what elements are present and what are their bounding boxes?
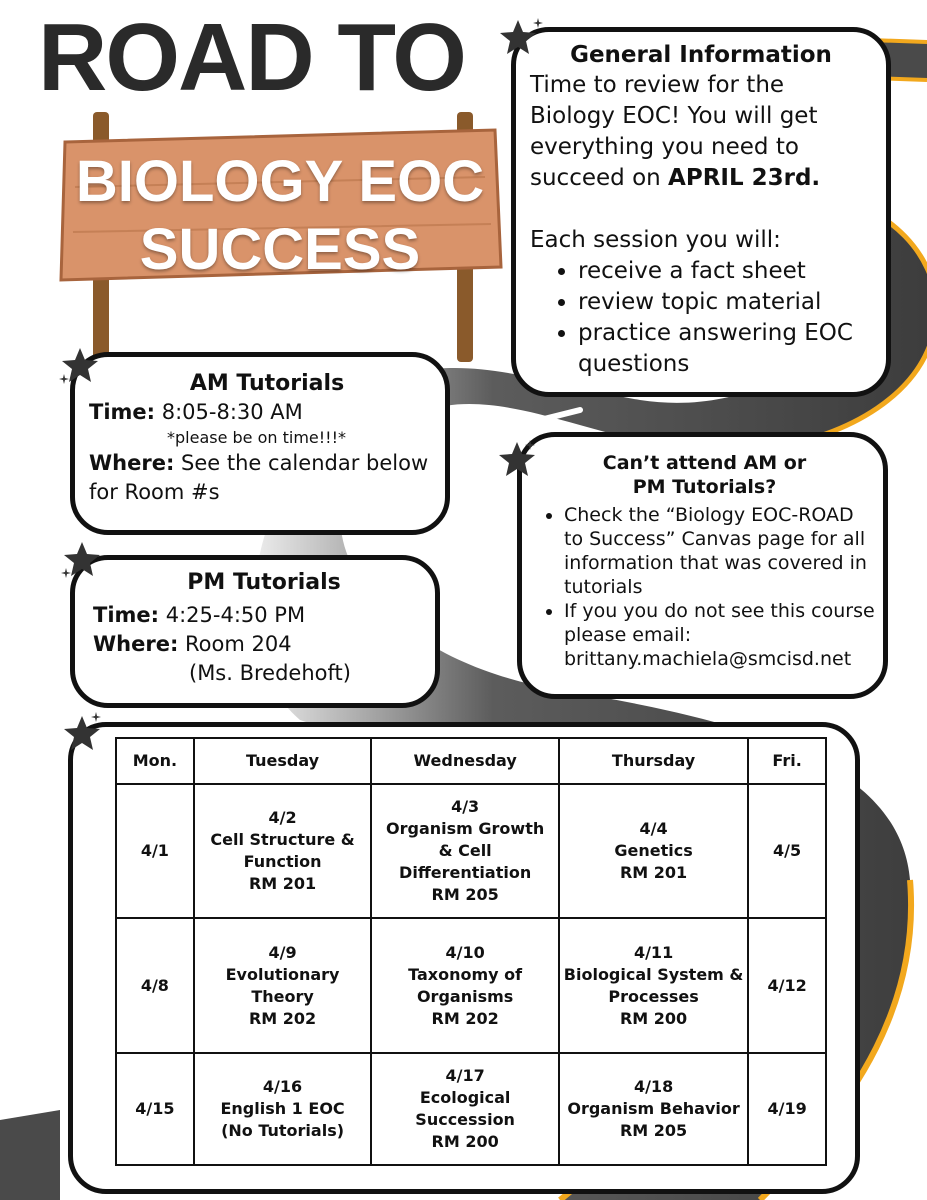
cell-text-line: 4/5 bbox=[773, 841, 802, 860]
eoc-date: APRIL 23rd. bbox=[668, 165, 821, 191]
cell-text-line: 4/12 bbox=[767, 975, 807, 995]
cant-attend-heading: Can’t attend AM or PM Tutorials? bbox=[602, 452, 807, 498]
table-cell bbox=[371, 1053, 559, 1165]
cell-text-line: 4/18 bbox=[633, 1077, 674, 1096]
cell-text-line: 4/17 bbox=[445, 1066, 485, 1085]
table-row bbox=[116, 918, 826, 1053]
cell-text-line: 4/2 bbox=[268, 808, 297, 827]
cell-text-line: English 1 EOC bbox=[220, 1099, 345, 1118]
wooden-sign bbox=[55, 112, 505, 362]
list-item: • Check the “Biology EOC-ROAD to Success” Canvas page for all information that was covered in tutorials bbox=[564, 503, 875, 599]
star-icon bbox=[58, 538, 106, 586]
list-item: • If you you do not see this course please email: brittany.machiela@smcisd.net bbox=[564, 599, 875, 671]
am-note: *please be on time!!!* bbox=[167, 428, 347, 447]
am-time: Time: 8:05-8:30 AM bbox=[89, 400, 303, 424]
list-item: • receive a fact sheet bbox=[578, 256, 872, 287]
cell-text-line: RM 202 bbox=[248, 1008, 317, 1028]
cell-text-line: RM 205 bbox=[619, 1121, 688, 1140]
cell-text-line: Taxonomy of bbox=[408, 964, 523, 984]
table-cell bbox=[748, 1053, 826, 1165]
pm-where: Where: Room 204 bbox=[93, 632, 292, 656]
table-row bbox=[116, 784, 826, 918]
schedule-table bbox=[115, 737, 827, 1166]
am-where: Where: See the calendar below for Room #s bbox=[89, 451, 429, 504]
table-cell bbox=[194, 1053, 372, 1165]
star-icon bbox=[58, 346, 106, 390]
cant-attend-box bbox=[517, 432, 888, 699]
cell-text-line: Evolutionary bbox=[225, 964, 340, 984]
cell-text-line: Theory bbox=[251, 986, 314, 1006]
table-cell bbox=[371, 918, 559, 1053]
am-tutorials-box bbox=[70, 352, 450, 535]
table-cell bbox=[371, 784, 559, 918]
cell-text-line: (No Tutorials) bbox=[221, 1121, 345, 1140]
cell-text-line: 4/11 bbox=[633, 942, 674, 962]
sign-line-2: SUCCESS bbox=[139, 217, 421, 282]
star-icon bbox=[60, 710, 108, 758]
star-icon bbox=[498, 16, 546, 60]
list-item: • review topic material bbox=[578, 287, 872, 318]
cell-text-line: Organism Behavior bbox=[567, 1099, 740, 1118]
cell-text-line: RM 201 bbox=[619, 863, 688, 882]
cell-text-line: Ecological bbox=[419, 1088, 511, 1107]
cell-text-line: 4/4 bbox=[639, 819, 668, 838]
table-cell bbox=[116, 1053, 194, 1165]
column-header: Fri. bbox=[748, 738, 826, 784]
cell-text-line: Differentiation bbox=[399, 863, 532, 882]
cell-text-line: Function bbox=[243, 852, 322, 871]
table-cell bbox=[748, 784, 826, 918]
general-information-box bbox=[511, 27, 891, 397]
cell-text-line: RM 200 bbox=[431, 1132, 499, 1151]
column-header: Thursday bbox=[559, 738, 748, 784]
pm-tutorials-box bbox=[70, 555, 440, 708]
cell-text-line: Organisms bbox=[416, 986, 514, 1006]
table-cell bbox=[116, 784, 194, 918]
session-intro: Each session you will: bbox=[530, 227, 781, 253]
pm-tutorials-heading: PM Tutorials bbox=[187, 570, 341, 595]
table-cell bbox=[194, 918, 372, 1053]
pm-teacher: (Ms. Bredehoft) bbox=[189, 661, 351, 685]
column-header: Tuesday bbox=[194, 738, 372, 784]
cell-text-line: 4/1 bbox=[140, 841, 169, 860]
table-row bbox=[116, 1053, 826, 1165]
table-cell bbox=[559, 784, 748, 918]
cell-text-line: 4/8 bbox=[140, 975, 169, 995]
table-cell bbox=[116, 918, 194, 1053]
am-tutorials-heading: AM Tutorials bbox=[189, 371, 345, 396]
sign-line-1: BIOLOGY EOC bbox=[75, 149, 485, 214]
cell-text-line: Organism Growth bbox=[386, 819, 545, 838]
star-icon bbox=[497, 438, 545, 482]
table-cell bbox=[748, 918, 826, 1053]
cell-text-line: 4/10 bbox=[445, 942, 485, 962]
cell-text-line: Biological System & bbox=[563, 964, 744, 984]
cell-text-line: 4/9 bbox=[268, 942, 297, 962]
cell-text-line: RM 205 bbox=[431, 885, 499, 904]
schedule-box bbox=[68, 722, 860, 1194]
cell-text-line: RM 200 bbox=[619, 1008, 688, 1028]
cell-text-line: & Cell bbox=[438, 841, 492, 860]
general-information-heading: General Information bbox=[570, 42, 832, 68]
column-header: Wednesday bbox=[371, 738, 559, 784]
cell-text-line: 4/3 bbox=[451, 797, 480, 816]
page-title: ROAD TO bbox=[38, 4, 465, 111]
cell-text-line: 4/19 bbox=[767, 1099, 807, 1118]
list-item: • practice answering EOC questions bbox=[578, 318, 872, 380]
table-header-row bbox=[116, 738, 826, 784]
cell-text-line: Cell Structure & bbox=[210, 830, 355, 849]
cell-text-line: RM 201 bbox=[248, 874, 317, 893]
cell-text-line: RM 202 bbox=[431, 1008, 499, 1028]
table-cell bbox=[559, 1053, 748, 1165]
column-header: Mon. bbox=[116, 738, 194, 784]
cell-text-line: Succession bbox=[415, 1110, 515, 1129]
general-information-intro: Time to review for the Biology EOC! You will get everything you need to succeed on APRIL 23rd. bbox=[530, 72, 821, 191]
cant-attend-bullet-list bbox=[534, 503, 875, 671]
pm-time: Time: 4:25-4:50 PM bbox=[93, 603, 306, 627]
cell-text-line: Processes bbox=[608, 986, 699, 1006]
session-bullet-list bbox=[530, 256, 872, 380]
table-cell bbox=[559, 918, 748, 1053]
cell-text-line: Genetics bbox=[614, 841, 693, 860]
table-cell bbox=[194, 784, 372, 918]
cell-text-line: 4/15 bbox=[135, 1099, 175, 1118]
road-bottom-left bbox=[0, 1110, 60, 1200]
cell-text-line: 4/16 bbox=[262, 1077, 303, 1096]
